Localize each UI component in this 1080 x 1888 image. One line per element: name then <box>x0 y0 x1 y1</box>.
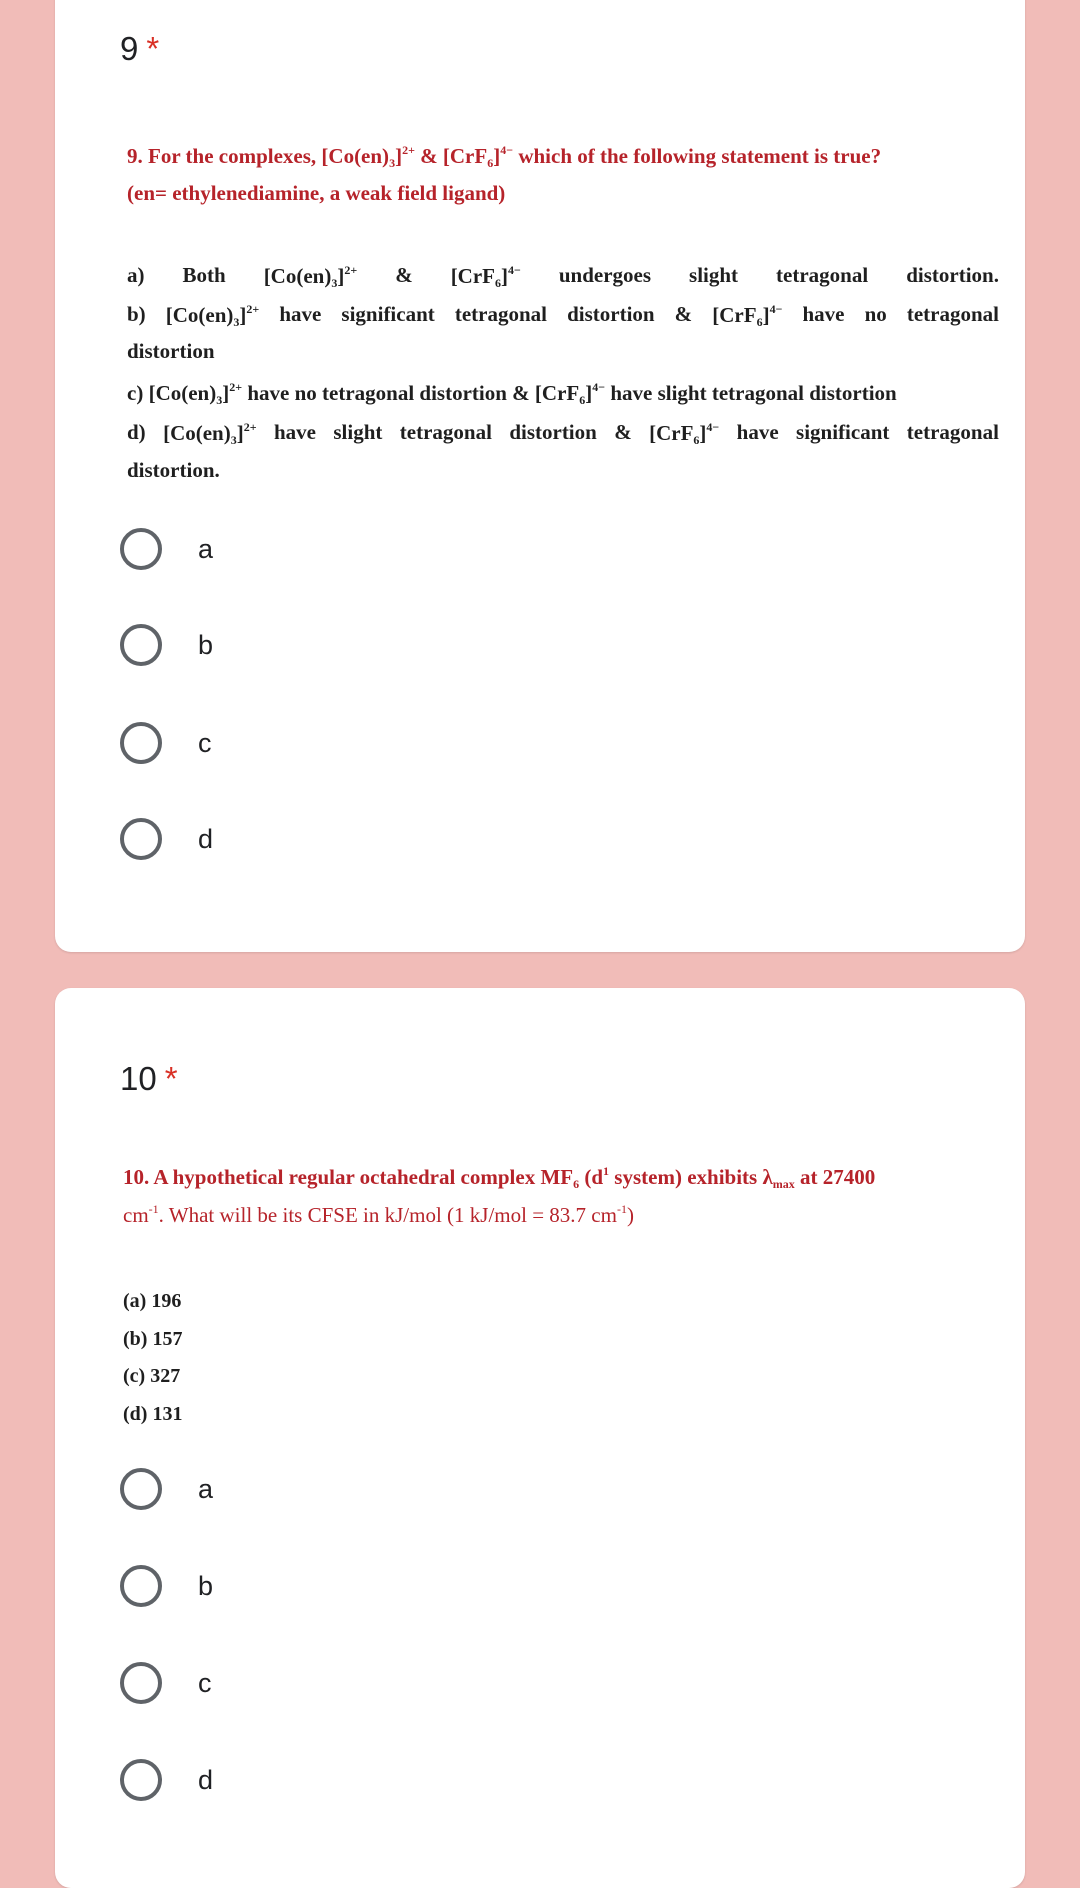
radio-button-c[interactable] <box>120 722 162 764</box>
choice-d[interactable] <box>120 1753 213 1807</box>
choice-c[interactable] <box>120 716 212 770</box>
choice-label: a <box>198 1473 214 1504</box>
stem-line-1: 10. A hypothetical regular octahedral complex $MF_6$ ($d^1$ system) exhibits $\lambda_{max}$ at 27400 <box>123 1164 876 1191</box>
option-c-text: (c) 327 <box>123 1365 181 1387</box>
question-card-9 <box>55 0 1025 952</box>
required-asterisk: * <box>146 30 160 67</box>
stem-line-2: $cm^{-1}$. What will be its CFSE in kJ/mol (1 kJ/mol = 83.7 $cm^{-1}$) <box>123 1202 634 1227</box>
stem-line-2: (en= ethylenediamine, a weak field ligand) <box>127 181 506 205</box>
choice-c[interactable] <box>120 1656 212 1710</box>
radio-button-b[interactable] <box>120 624 162 666</box>
choice-a[interactable] <box>120 1462 213 1516</box>
option-c-text: c) $[Co(en)_3]^{2+}$ have no tetragonal distortion & $[CrF_6]^{4-}$ have slight tetragonal distortion <box>127 380 897 407</box>
option-b-text: (b) 157 <box>123 1328 183 1350</box>
radio-button-d[interactable] <box>120 1759 162 1801</box>
option-d-continued: distortion. <box>127 458 220 482</box>
radio-button-d[interactable] <box>120 818 162 860</box>
option-a-text: (a) 196 <box>123 1290 182 1312</box>
radio-button-a[interactable] <box>120 528 162 570</box>
option-list <box>127 0 999 480</box>
choice-b[interactable] <box>120 1559 213 1613</box>
choice-a[interactable] <box>120 522 213 576</box>
option-list <box>123 988 995 1425</box>
choice-label: c <box>198 1667 212 1698</box>
option-b-continued: distortion <box>127 339 215 363</box>
option-d-text: d) $[Co(en)_3]^{2+}$ have slight tetragonal distortion & $[CrF_6]^{4-}$ have significant tetragonal <box>127 420 999 447</box>
choice-label: d <box>198 1764 214 1795</box>
question-number: 9 <box>120 30 139 67</box>
question-card-10 <box>55 988 1025 1888</box>
choice-label: d <box>198 823 214 854</box>
choice-label: b <box>198 1570 214 1601</box>
option-b-text: b) $[Co(en)_3]^{2+}$ have significant tetragonal distortion & $[CrF_6]^{4-}$ have no tetragonal <box>127 302 999 329</box>
choice-label: a <box>198 533 214 564</box>
option-a-text: a) Both $[Co(en)_3]^{2+}$ & $[CrF_6]^{4-}$ undergoes slight tetragonal distortion. <box>127 263 999 290</box>
radio-button-c[interactable] <box>120 1662 162 1704</box>
choice-label: c <box>198 727 212 758</box>
option-d-text: (d) 131 <box>123 1403 183 1425</box>
choice-label: b <box>198 629 214 660</box>
required-asterisk: * <box>164 1060 178 1097</box>
radio-button-a[interactable] <box>120 1468 162 1510</box>
choice-d[interactable] <box>120 812 213 866</box>
question-number: 10 <box>120 1060 157 1097</box>
choice-b[interactable] <box>120 618 213 672</box>
radio-button-b[interactable] <box>120 1565 162 1607</box>
stem-line-1: 9. For the complexes, $[Co(en)_3]^{2+}$ & $[CrF_6]^{4-}$ which of the following statement is true? <box>127 143 882 170</box>
